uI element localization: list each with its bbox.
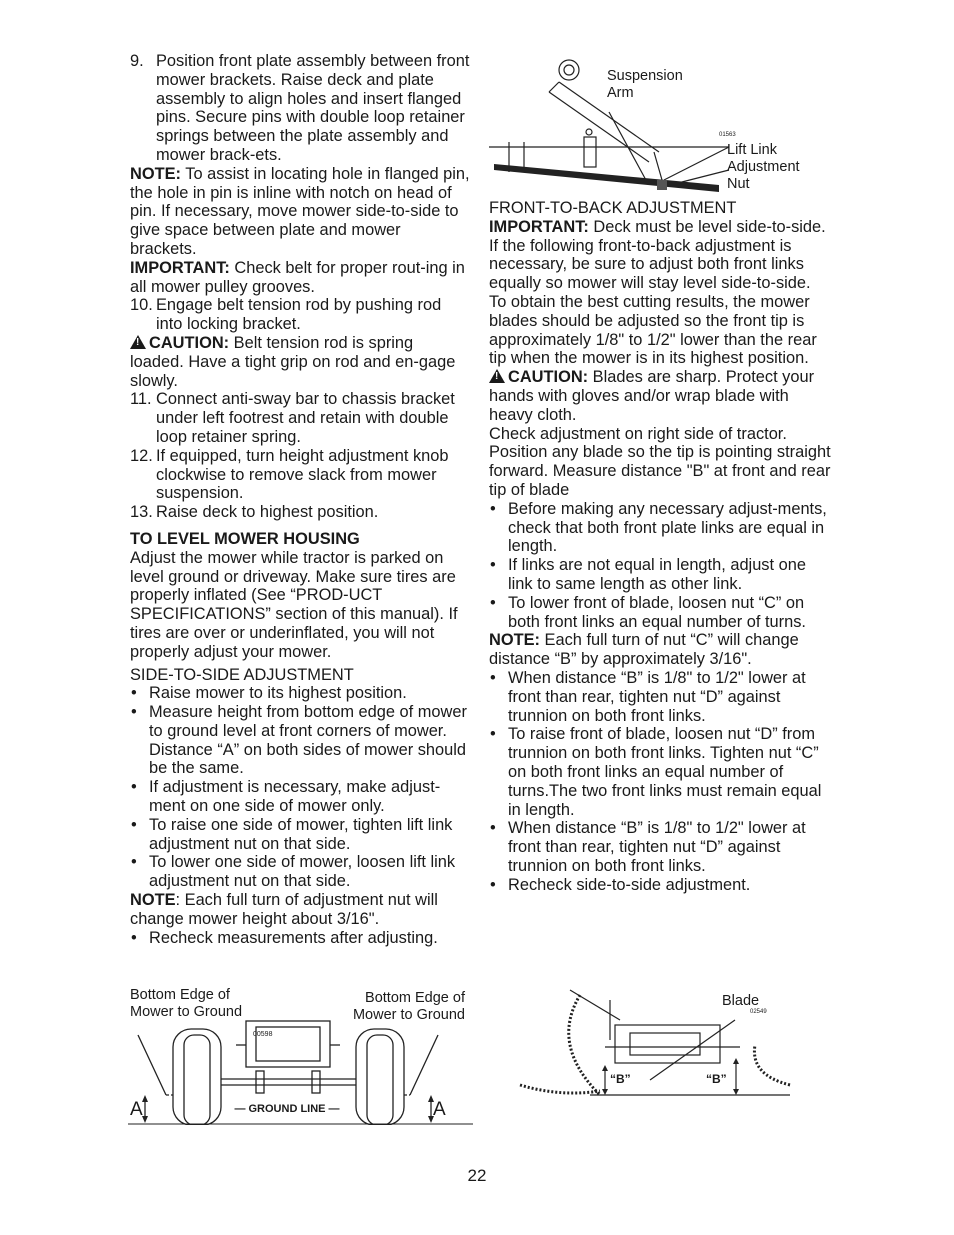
note-label: NOTE: bbox=[130, 164, 181, 183]
important-text: Deck must be level side-to-side. If the following front-to-back adjustment is necessary, be sure to adjust both front links equally so mower will stay level side-to-side. bbox=[489, 217, 826, 293]
subsection-heading: FRONT-TO-BACK ADJUSTMENT bbox=[489, 199, 737, 217]
level-paragraph: Adjust the mower while tractor is parked on level ground or driveway. Make sure tires are properly inflated (See “PROD-UCT SPECIFICATIONS” section of this manual). If tires are over or underinflated, you will not properly adjust your mower. bbox=[130, 548, 458, 661]
figure-code: 00598 bbox=[253, 1031, 273, 1038]
figure-code: 02549 bbox=[750, 1009, 767, 1015]
step-text: Raise deck to highest position. bbox=[156, 503, 379, 522]
important-text: Check belt for proper rout-ing in all mower pulley grooves. bbox=[130, 258, 465, 296]
note-label: NOTE: bbox=[489, 631, 540, 650]
mower-height-figure bbox=[128, 985, 473, 1125]
list-item: • Raise mower to its highest position. bbox=[131, 684, 407, 703]
distance-b-rear: “B” bbox=[706, 1072, 727, 1086]
check-paragraph: Check adjustment on right side of tractor. Position any blade so the tip is pointing straight forward. Measure distance "B" at front and rear tip of blade bbox=[489, 424, 831, 499]
note-label: NOTE bbox=[130, 891, 176, 910]
ground-line-label: — GROUND LINE — bbox=[234, 1103, 340, 1115]
list-item: • Before making any necessary adjust-ments, check that both front plate links are equal in length. bbox=[490, 499, 827, 556]
step-number: 9. bbox=[130, 52, 144, 70]
figure-code: 01563 bbox=[719, 132, 736, 138]
list-item: • If links are not equal in length, adjust one link to same length as other link. bbox=[490, 556, 806, 593]
label-bottom-edge-right: Bottom Edge of Mower to Ground bbox=[352, 990, 465, 1023]
note-paragraph bbox=[130, 891, 470, 929]
blade-figure bbox=[510, 985, 810, 1100]
front-bullets-b bbox=[489, 669, 834, 895]
important-paragraph bbox=[489, 218, 834, 293]
warning-icon bbox=[489, 369, 505, 383]
caution-paragraph bbox=[130, 334, 470, 390]
obtain-paragraph: To obtain the best cutting results, the mower blades should be adjusted so the front tip is approximately 1/8" to 1/2" lower than the rear tip when the mower is in its highest position. bbox=[489, 292, 817, 368]
label-lift-link-nut: Lift Link Adjustment Nut bbox=[727, 142, 800, 192]
step-number: 11. bbox=[130, 390, 152, 409]
step-10 bbox=[130, 296, 470, 334]
step-text: If equipped, turn height adjustment knob clockwise to remove slack from mower suspension. bbox=[156, 446, 449, 503]
note-text: To assist in locating hole in flanged pin, the hole in pin is inline with notch on head of pin. If necessary, move mower side-to-side to give space between plate and mower brackets. bbox=[130, 164, 470, 258]
list-item: • Measure height from bottom edge of mower to ground level at front corners of mower. Distance “A” on both sides of mower should be the same. bbox=[131, 703, 467, 778]
note-text: Each full turn of nut “C” will change distance “B” by approximately 3/16". bbox=[489, 631, 799, 669]
section-heading: TO LEVEL MOWER HOUSING bbox=[130, 529, 360, 548]
step-number: 13. bbox=[130, 503, 153, 522]
step-9 bbox=[130, 52, 470, 165]
step-number: 12. bbox=[130, 446, 153, 465]
important-label: IMPORTANT: bbox=[489, 217, 589, 236]
list-item: • To lower front of blade, loosen nut “C” on both front links an equal number of turns. bbox=[490, 593, 806, 631]
label-blade: Blade bbox=[722, 993, 760, 1009]
caution-label: CAUTION: bbox=[508, 368, 589, 387]
important-label: IMPORTANT: bbox=[130, 258, 230, 277]
step-number: 10. bbox=[130, 296, 153, 315]
list-item: • Recheck side-to-side adjustment. bbox=[490, 875, 751, 894]
list-item: • To raise one side of mower, tighten lift link adjustment nut on that side. bbox=[131, 815, 453, 853]
list-item: • When distance “B” is 1/8" to 1/2" lower at front than rear, tighten nut “D” against trunnion on both front links. bbox=[490, 668, 806, 725]
important-paragraph bbox=[130, 259, 470, 297]
right-column bbox=[489, 199, 834, 894]
step-text: Connect anti-sway bar to chassis bracket under left footrest and retain with double loop retainer spring. bbox=[156, 390, 455, 446]
suspension-figure bbox=[489, 52, 834, 197]
step-11 bbox=[130, 390, 470, 446]
distance-a-right: A bbox=[433, 1099, 446, 1120]
note-text: : Each full turn of adjustment nut will change mower height about 3/16". bbox=[130, 891, 438, 928]
side-bullets bbox=[130, 684, 470, 891]
step-12 bbox=[130, 447, 470, 503]
step-text: Engage belt tension rod by pushing rod into locking bracket. bbox=[156, 296, 442, 334]
label-bottom-edge-left: Bottom Edge of Mower to Ground bbox=[130, 987, 243, 1020]
caution-label: CAUTION: bbox=[149, 333, 230, 352]
front-bullets-a bbox=[489, 500, 834, 632]
step-text: Position front plate assembly between front mower brackets. Raise deck and plate assembly to align holes and insert flanged pins. Secure pins with double loop retainer springs between the plate assembly and mower brack-ets. bbox=[156, 52, 470, 164]
blade-illustration bbox=[510, 985, 810, 1100]
subsection-heading: SIDE-TO-SIDE ADJUSTMENT bbox=[130, 665, 354, 684]
page-number: 22 bbox=[467, 1166, 487, 1185]
list-item: • Recheck measurements after adjusting. bbox=[131, 928, 438, 947]
list-item: • To raise front of blade, loosen nut “D” from trunnion on both front links. Tighten nut “C” on both front links an equal number of turns.The two front links must remain equal in length. bbox=[490, 725, 822, 819]
warning-icon bbox=[130, 335, 146, 349]
note-paragraph bbox=[489, 631, 834, 669]
caution-text: Blades are sharp. Protect your hands with gloves and/or wrap blade with heavy cloth. bbox=[489, 368, 815, 424]
caution-text: Belt tension rod is spring loaded. Have a tight grip on rod and en-gage slowly. bbox=[130, 333, 456, 390]
left-column bbox=[130, 52, 470, 947]
list-item: • When distance “B” is 1/8" to 1/2" lower at front than rear, tighten nut “D” against trunnion on both front links. bbox=[490, 819, 806, 875]
list-item: • To lower one side of mower, loosen lift link adjustment nut on that side. bbox=[131, 853, 456, 891]
label-suspension-arm: Suspension Arm bbox=[607, 68, 683, 101]
distance-b-front: “B” bbox=[610, 1072, 631, 1086]
step-13 bbox=[130, 503, 470, 522]
list-item: • If adjustment is necessary, make adjust-ment on one side of mower only. bbox=[131, 778, 441, 816]
note-paragraph bbox=[130, 165, 470, 259]
caution-paragraph bbox=[489, 368, 834, 424]
distance-a-left: A bbox=[130, 1099, 143, 1120]
